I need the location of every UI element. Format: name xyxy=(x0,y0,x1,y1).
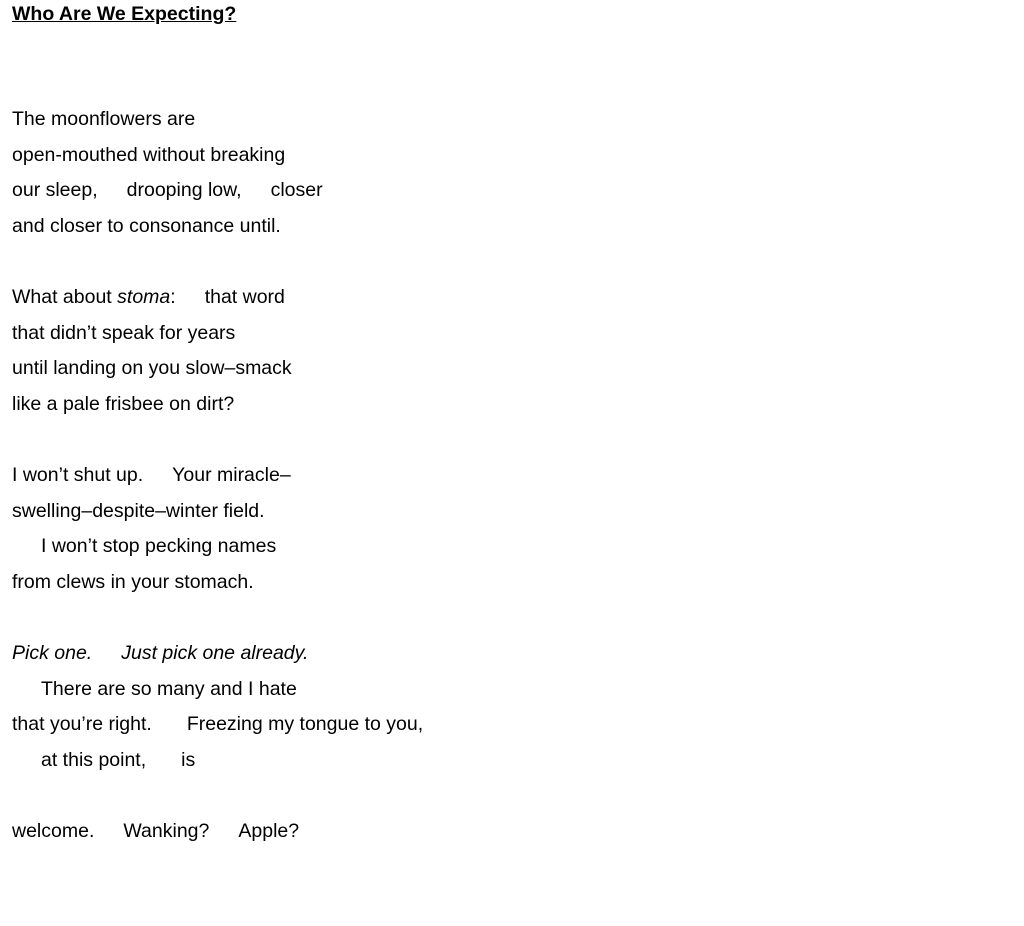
poem-line xyxy=(12,102,323,138)
line-text: our sleep, xyxy=(12,179,98,202)
poem-line xyxy=(12,458,291,494)
italic-word: stoma xyxy=(117,286,171,308)
line-text: and closer to consonance until. xyxy=(12,214,281,237)
line-text: I won’t shut up. xyxy=(12,464,144,486)
line-text: closer xyxy=(270,179,323,202)
line-text: Your miracle– xyxy=(172,464,291,486)
line-text: is xyxy=(181,748,196,771)
line-text: I won’t stop pecking names xyxy=(41,535,277,558)
line-text: Apple? xyxy=(238,820,300,842)
stanza-1 xyxy=(12,102,323,244)
line-text: that didn’t speak for years xyxy=(12,321,236,344)
stanza-2 xyxy=(12,280,292,422)
italic-phrase: Pick one. xyxy=(12,642,93,664)
italic-phrase: Just pick one already. xyxy=(121,642,309,664)
poem-line xyxy=(12,280,292,316)
line-text: swelling–despite–winter field. xyxy=(12,499,265,522)
stanza-3 xyxy=(12,458,291,600)
line-text: open-mouthed without breaking xyxy=(12,143,286,166)
poem-line xyxy=(12,565,291,601)
poem-line xyxy=(12,209,323,245)
line-text: that word xyxy=(204,286,285,308)
poem-line xyxy=(12,173,323,209)
poem-line xyxy=(12,636,423,672)
poem-line xyxy=(12,387,292,423)
poem-line xyxy=(12,138,323,174)
poem-line xyxy=(12,316,292,352)
line-text: : xyxy=(170,286,176,308)
line-text: The moonflowers are xyxy=(12,108,196,130)
line-text: Freezing my tongue to you, xyxy=(186,713,424,736)
line-text: until landing on you slow–smack xyxy=(12,357,292,380)
line-text: welcome. xyxy=(12,820,95,842)
line-text: from clews in your stomach. xyxy=(12,570,254,593)
line-text: at this point, xyxy=(41,748,147,771)
line-text: There are so many and I hate xyxy=(41,677,297,700)
stanza-5 xyxy=(12,814,299,850)
poem-line xyxy=(12,707,423,743)
line-text: What about xyxy=(12,286,118,308)
poem-title: Who Are We Expecting? xyxy=(12,3,237,25)
line-text: drooping low, xyxy=(126,179,242,202)
line-text: like a pale frisbee on dirt? xyxy=(12,392,235,415)
line-text: Wanking? xyxy=(123,820,210,842)
poem-line xyxy=(12,494,291,530)
poem-line xyxy=(12,672,423,708)
poem-line xyxy=(12,529,291,565)
poem-line xyxy=(12,814,299,850)
line-text: that you’re right. xyxy=(12,713,152,736)
poem-line xyxy=(12,743,423,779)
stanza-4 xyxy=(12,636,423,778)
poem-line xyxy=(12,351,292,387)
